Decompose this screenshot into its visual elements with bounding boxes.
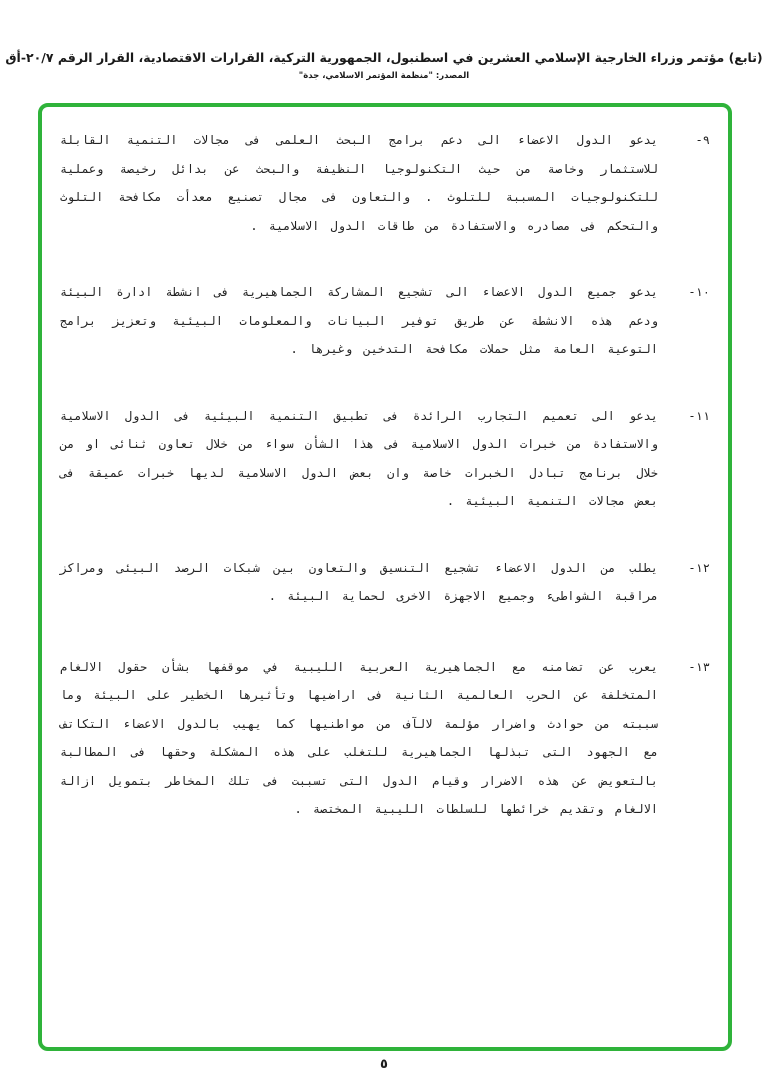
paragraph-number: ٩- <box>695 133 710 147</box>
paragraph-number: ١٣- <box>688 659 710 674</box>
paragraph-number: ١٢- <box>688 560 710 575</box>
page-number: ٥ <box>380 1057 388 1072</box>
source-line: المصدر: "منظمة المؤتمر الاسلامي، جدة" <box>298 71 470 81</box>
resolution-body <box>60 126 710 824</box>
paragraph-11 <box>60 402 710 516</box>
paragraph-text: يطلب من الدول الاعضاء تشجيع التنسيق والتعاون بين شبكات الرصد البيئى ومراكز مراقبة الشواطىء وجميع الاجهزة الاخرى لحماية البيئة . <box>60 560 658 603</box>
paragraph-text: يدعو الدول الاعضاء الى دعم برامج البحث العلمى فى مجالات التنمية القابلة للاستثمار وخاصة من حيث التكنولوجيا النظيفة والبحث عن بدائل رخيصة وعملية للتكنولوجيات المسببة للتلوث . والتعاون فى مجال تصنيع معدأت مكافحة التلوث والتحكم فى مصادره والاستفادة من طاقات الدول الاسلامية . <box>60 133 658 233</box>
paragraph-number: ١٠- <box>688 285 710 299</box>
document-header <box>0 50 768 83</box>
paragraph-12 <box>60 554 710 611</box>
paragraph-text: يدعو جميع الدول الاعضاء الى تشجيع المشاركة الجماهيرية فى انشطة ادارة البيئة ودعم هذه الانشطة عن طريق توفير البيانات والمعلومات البيئية وتعزيز برامج التوعية العامة مثل حملات مكافحة التدخين وغيرها . <box>60 285 658 356</box>
document-title: (تابع) مؤتمر وزراء الخارجية الإسلامي العشرين في اسطنبول، الجمهورية التركية، القرارات الاقتصادية، القرار الرقم ٢٠/٧-أق <box>5 50 763 65</box>
paragraph-9 <box>60 126 710 240</box>
paragraph-text: يعرب عن تضامنه مع الجماهيرية العربية الليبية في موقفها بشأن حقول الالغام المتخلفة عن الحرب العالمية الثانية فى اراضيها وتأثيرها الخطير على البيئة وما سببته من حوادث واضرار مؤلمة لالآف من مواطنيها كما يهيب بالدول الاعضاء التكاتف مع الجهود التى تبذلها الجماهيرية للتغلب على هذه المشكلة وحقها فى المطالبة بالتعويض عن هذه الاضرار وقيام الدول التى تسببت فى تلك المخاطر بتمويل ازالة الالغام وتقديم خرائطها للسلطات الليبية المختصة . <box>60 659 658 816</box>
paragraph-number: ١١- <box>688 408 710 423</box>
paragraph-10 <box>60 278 710 364</box>
paragraph-text: يدعو الى تعميم التجارب الرائدة فى تطبيق التنمية البيئية فى الدول الاسلامية والاستفادة من خبرات الدول الاسلامية فى هذا الشأن سواء من خلال تعاون ثنائى او من خلال برنامج تبادل الخبرات خاصة وان بعض الدول الاسلامية لديها خبرات عميقة فى بعض مجالات التنمية البيئية . <box>60 408 658 508</box>
paragraph-13 <box>60 653 710 824</box>
